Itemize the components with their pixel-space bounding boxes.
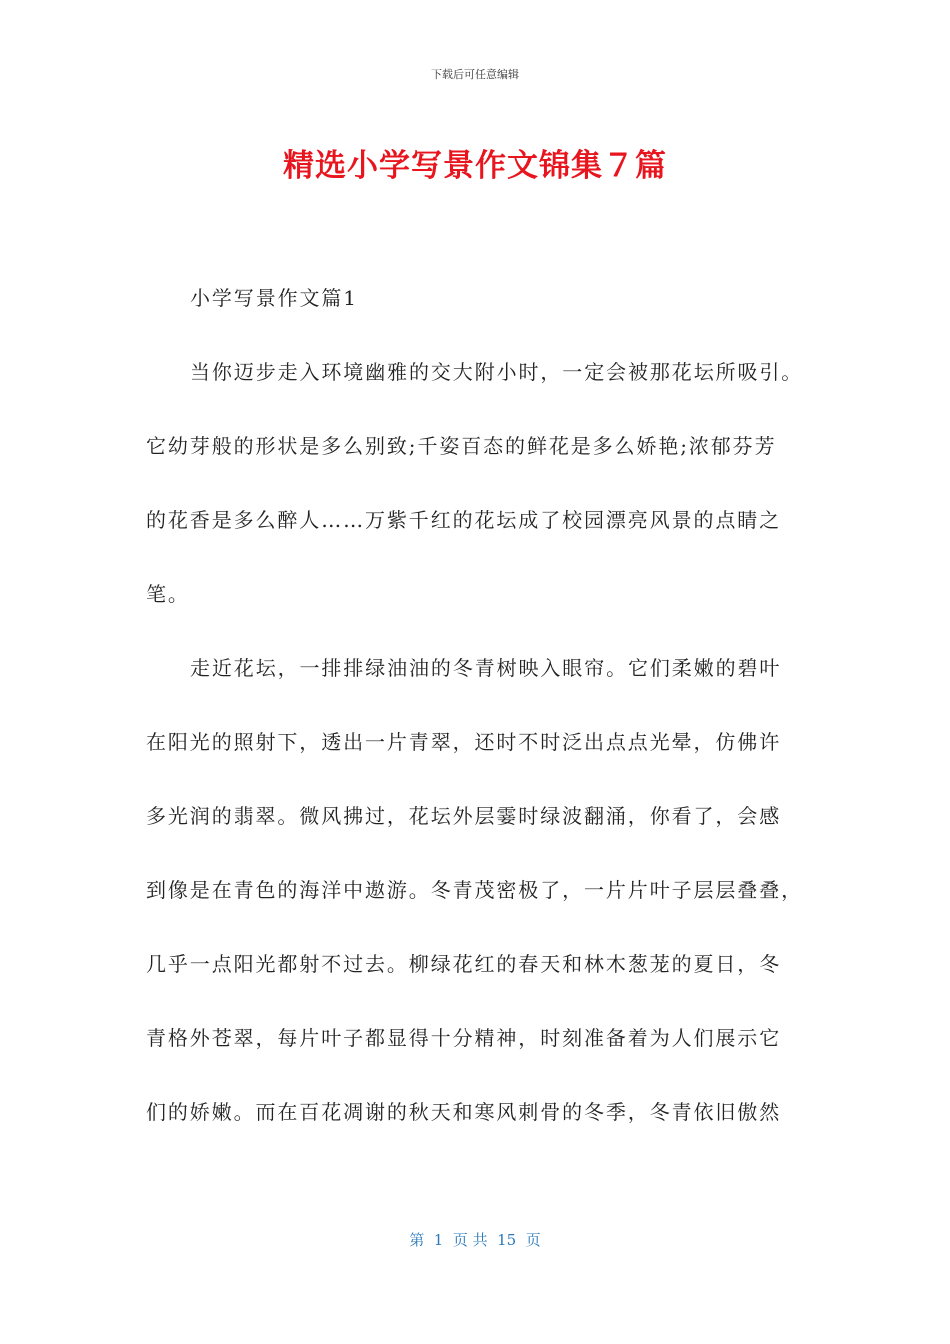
paragraph-line: 青格外苍翠，每片叶子都显得十分精神，时刻准备着为人们展示它 (146, 1026, 782, 1050)
paragraph-line: 多光润的翡翠。微风拂过，花坛外层霎时绿波翻涌，你看了，会感 (146, 804, 782, 828)
paragraph-line: 当你迈步走入环境幽雅的交大附小时，一定会被那花坛所吸引。 (190, 360, 804, 384)
page-number: 第 1 页 共 15 页 (409, 1231, 541, 1249)
paragraph-line: 们的娇嫩。而在百花凋谢的秋天和寒风刺骨的冬季，冬青依旧傲然 (146, 1100, 782, 1124)
paragraph-line: 它幼芽般的形状是多么别致;千姿百态的鲜花是多么娇艳;浓郁芬芳 (146, 434, 777, 458)
document-title: 精选小学写景作文锦集７篇 (283, 148, 667, 184)
paragraph-line: 到像是在青色的海洋中遨游。冬青茂密极了，一片片叶子层层叠叠， (146, 878, 803, 902)
paragraph-line: 走近花坛，一排排绿油油的冬青树映入眼帘。它们柔嫩的碧叶 (190, 656, 782, 680)
paragraph-line: 笔。 (146, 582, 190, 606)
paragraph-line: 几乎一点阳光都射不过去。柳绿花红的春天和林木葱茏的夏日，冬 (146, 952, 782, 976)
header-note: 下载后可任意编辑 (431, 68, 519, 81)
section-heading: 小学写景作文篇1 (190, 286, 358, 310)
paragraph-line: 在阳光的照射下，透出一片青翠，还时不时泛出点点光晕，仿佛许 (146, 730, 782, 754)
paragraph-line: 的花香是多么醉人……万紫千红的花坛成了校园漂亮风景的点睛之 (146, 508, 782, 532)
